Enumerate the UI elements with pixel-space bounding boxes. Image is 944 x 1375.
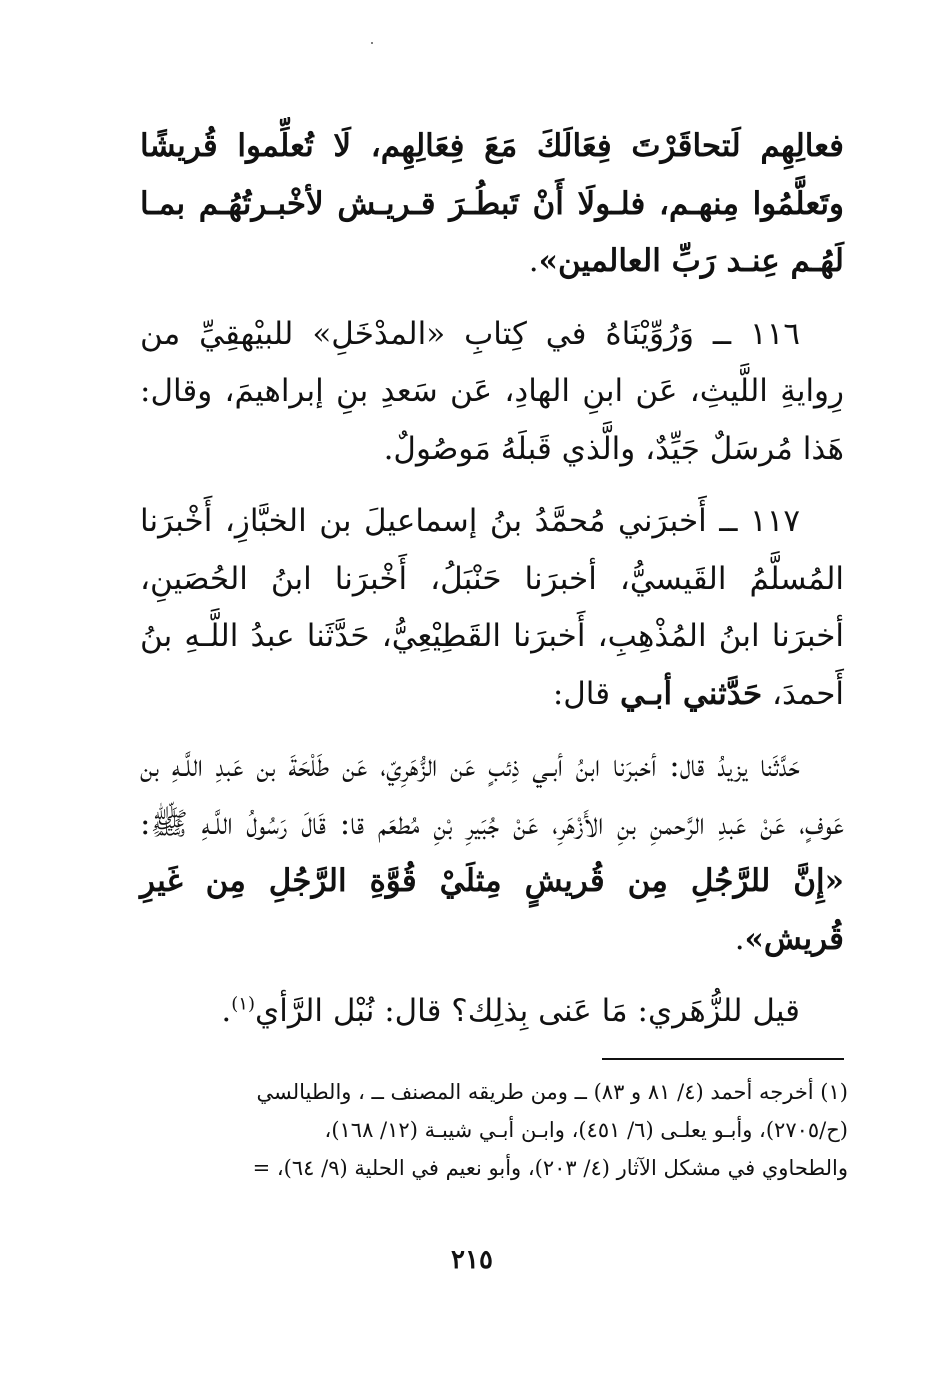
paragraph-zuhri-comment [140, 983, 844, 1041]
comment-text: قيل للزُّهَري: مَا عَنى بِذلِك؟ قال: نُبْل الرَّأي [255, 993, 800, 1029]
paragraph-117 [140, 493, 844, 723]
paragraph-end-mark: . [734, 920, 745, 957]
footnotes [140, 1073, 848, 1187]
isnad-tail: قال: [552, 675, 620, 712]
footnote-line: والطحاوي في مشكل الآثار (٤/ ٢٠٣)، وأبو نعيم في الحلية (٩/ ٦٤)، = [252, 1156, 848, 1180]
page-number: ٢١٥ [451, 1245, 493, 1275]
paragraph-hadith-ending [140, 118, 844, 291]
footnote-separator [602, 1058, 844, 1060]
paragraph-end-mark: . [221, 993, 232, 1029]
scan-speck [371, 42, 373, 44]
paragraph-116 [140, 306, 844, 479]
isnad-text-bold: حَدَّثني أبـي [619, 675, 763, 712]
isnad-text: حَدَّثَنا يزيدُ قال: أخبرَنا ابنُ أبـي ذِئبٍ عَن الزُّهَرِيّ، عَن طَلْحَةَ بن عَبدِ اللَّـهِ بن عَوفٍ، عَنْ عَبدِ الرَّحمنِ بنِ الأَزْهَرِ، عَنْ جُبَيرِ بْنِ مُطعَم قا: قَالَ رَسُولُ اللَّـهِ ﷺ: [140, 748, 844, 842]
main-text [140, 118, 844, 1056]
paragraph-hadith-text [140, 738, 844, 968]
footnote-reference[interactable]: (١) [231, 993, 255, 1015]
isnad-text: ــ أَخبرَني مُحمَّدُ بنُ إسماعيلَ بن الخبَّازِ، أَخْبرَنا المُسلَّمُ القَيسيُّ، أخبرَنا حَنْبَلُ، أَخْبرَنا ابنُ الحُصَينِ، أخبرَنا ابنُ المُذْهِبِ، أَخبرَنا القَطِيْعِيُّ، حَدَّثَنا عبدُ اللَّـهِ بنُ أَحمدَ، [140, 503, 844, 712]
hadith-number: ١١٧ [750, 503, 800, 539]
hadith-text-bold: «إِنَّ للرَّجُلِ مِن قُريشٍ مِثلَيْ قُوَّةِ الرَّجُلِ مِن غَيرِ قُريش» [140, 863, 844, 957]
footnote-line: (ح/٢٧٠٥)، وأبـو يعلـى (٦/ ٤٥١)، وابـن أبـي شيبـة (١٢/ ١٦٨)، [324, 1118, 848, 1142]
paragraph-text: ــ وَرُوِّيْنَاهُ في كِتابِ «المدْخَلِ» للبيْهقِيِّ من رِوايةِ اللَّيثِ، عَن ابنِ الهادِ، عَن سَعدِ بنِ إبراهيمَ، وقال: هَذا مُرسَلٌ جَيِّدٌ، والَّذي قَبلَهُ مَوصُولٌ. [140, 315, 844, 467]
hadith-number: ١١٦ [750, 315, 800, 352]
footnote-line: (١) أخرجه أحمد (٤/ ٨١ و ٨٣) ــ ومن طريقه المصنف ــ ، والطيالسي [256, 1080, 848, 1104]
hadith-text-bold: فعالِهِم لَتحاقَرْتَ فِعَالَكَ مَعَ فِعَالِهِم، لَا تُعلِّموا قُريشًا وتَعلَّمُوا مِنهـم، فلـولَا أَنْ تَبطُـرَ قـريـش لأخْبـرتُهُـم بمـا لَهُـم عِنـد رَبِّ العالمين» [140, 128, 844, 279]
paragraph-end-mark: . [528, 243, 539, 279]
